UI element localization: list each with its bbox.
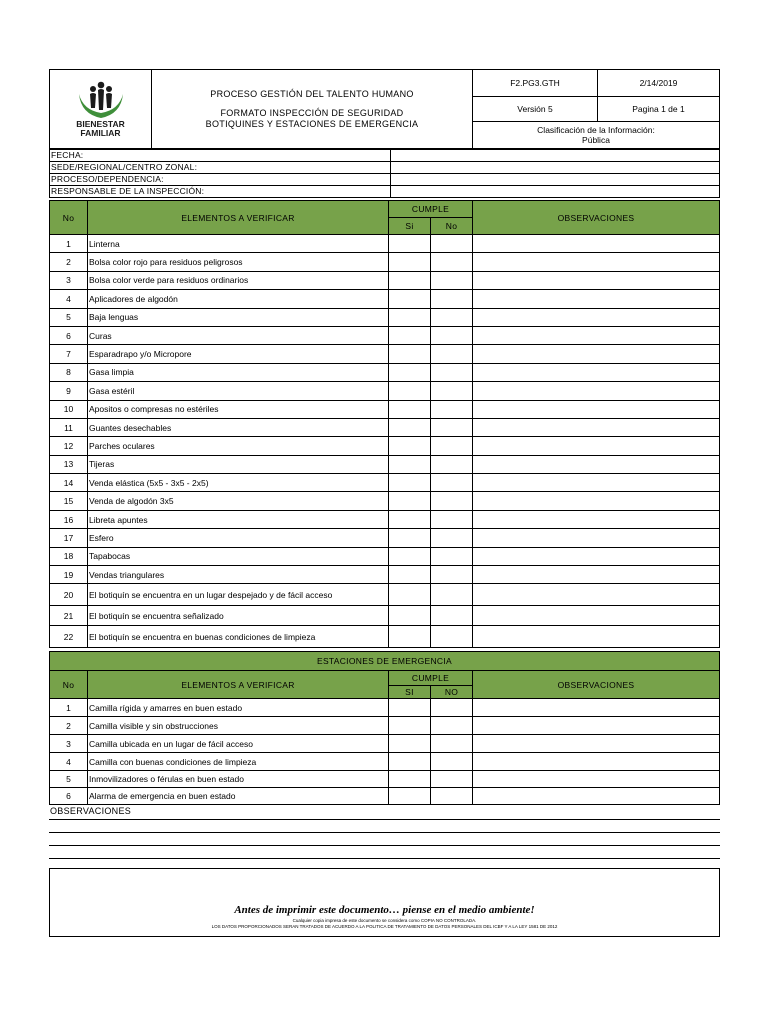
row-number: 22: [50, 626, 88, 648]
row-item: Baja lenguas: [88, 308, 389, 326]
row-number: 1: [50, 235, 88, 253]
row-observation[interactable]: [473, 253, 720, 271]
table-row: [50, 529, 720, 547]
row-check-no[interactable]: [431, 290, 473, 308]
row-observation[interactable]: [473, 363, 720, 381]
row-item: Aplicadores de algodón: [88, 290, 389, 308]
row-item: Camilla con buenas condiciones de limpieza: [88, 753, 389, 771]
row-number: 2: [50, 717, 88, 735]
row-number: 5: [50, 308, 88, 326]
row-number: 15: [50, 492, 88, 510]
row-check-si[interactable]: [389, 492, 431, 510]
field-label: RESPONSABLE DE LA INSPECCIÓN:: [50, 186, 391, 198]
botiquin-rows: [50, 235, 720, 648]
field-value[interactable]: [391, 186, 720, 198]
row-observation[interactable]: [473, 566, 720, 584]
row-item: Tapabocas: [88, 547, 389, 565]
row-number: 1: [50, 699, 88, 717]
table-row: [50, 326, 720, 344]
table-row: [50, 492, 720, 510]
row-check-si[interactable]: [389, 717, 431, 735]
row-item: Camilla rígida y amarres en buen estado: [88, 699, 389, 717]
row-item: El botiquín se encuentra en un lugar despejado y de fácil acceso: [88, 584, 389, 606]
row-number: 13: [50, 455, 88, 473]
row-number: 14: [50, 474, 88, 492]
row-item: Gasa limpia: [88, 363, 389, 381]
row-number: 10: [50, 400, 88, 418]
observations-label: OBSERVACIONES: [50, 806, 132, 816]
field-label: PROCESO/DEPENDENCIA:: [50, 174, 391, 186]
row-check-si[interactable]: [389, 547, 431, 565]
col-header-observaciones: OBSERVACIONES: [473, 671, 720, 699]
row-number: 6: [50, 788, 88, 805]
table-row: [50, 382, 720, 400]
row-observation[interactable]: [473, 418, 720, 436]
row-observation[interactable]: [473, 290, 720, 308]
row-check-no[interactable]: [431, 492, 473, 510]
observation-line[interactable]: [49, 845, 720, 846]
row-number: 6: [50, 326, 88, 344]
row-check-no[interactable]: [431, 308, 473, 326]
field-value[interactable]: [391, 174, 720, 186]
row-number: 2: [50, 253, 88, 271]
row-observation[interactable]: [473, 308, 720, 326]
row-check-si[interactable]: [389, 735, 431, 753]
row-check-no[interactable]: [431, 584, 473, 606]
row-check-no[interactable]: [431, 788, 473, 805]
row-item: Esfero: [88, 529, 389, 547]
general-info-fields: [49, 149, 720, 198]
row-check-no[interactable]: [431, 345, 473, 363]
bienestar-familiar-logo-icon: [71, 80, 131, 120]
row-check-si[interactable]: [389, 326, 431, 344]
classification-value: Pública: [582, 135, 610, 145]
document-header: [49, 69, 720, 149]
estaciones-rows: [50, 699, 720, 805]
field-value[interactable]: [391, 150, 720, 162]
logo-text-line1: BIENESTAR: [76, 119, 125, 129]
observation-line[interactable]: [49, 819, 720, 820]
row-check-si[interactable]: [389, 474, 431, 492]
col-header-no: No: [50, 201, 88, 235]
row-check-si[interactable]: [389, 382, 431, 400]
row-check-si[interactable]: [389, 510, 431, 528]
field-label: FECHA:: [50, 150, 391, 162]
table-row: [50, 235, 720, 253]
row-number: 18: [50, 547, 88, 565]
row-check-no[interactable]: [431, 529, 473, 547]
field-label: SEDE/REGIONAL/CENTRO ZONAL:: [50, 162, 391, 174]
observation-line[interactable]: [49, 832, 720, 833]
row-check-si[interactable]: [389, 437, 431, 455]
row-check-no[interactable]: [431, 510, 473, 528]
row-check-si[interactable]: [389, 290, 431, 308]
copy-note: Cualquier copia impresa de este documento se considera como COPIA NO CONTROLADA.: [292, 918, 477, 923]
col-header-cumple: CUMPLE: [389, 671, 473, 686]
format-title: FORMATO INSPECCIÓN DE SEGURIDAD BOTIQUINES Y ESTACIONES DE EMERGENCIA: [205, 107, 419, 129]
row-check-si[interactable]: [389, 308, 431, 326]
row-check-no[interactable]: [431, 753, 473, 771]
field-value[interactable]: [391, 162, 720, 174]
row-check-no[interactable]: [431, 400, 473, 418]
row-item: Venda de algodón 3x5: [88, 492, 389, 510]
row-check-si[interactable]: [389, 253, 431, 271]
row-observation[interactable]: [473, 788, 720, 805]
row-number: 17: [50, 529, 88, 547]
row-check-si[interactable]: [389, 418, 431, 436]
row-item: Bolsa color verde para residuos ordinarios: [88, 271, 389, 289]
row-check-si[interactable]: [389, 345, 431, 363]
data-policy-note: LOS DATOS PROPORCIONADOS SERAN TRATADOS DE ACUERDO A LA POLITICA DE TRATAMIENTO DE DATOS PERSONALES DEL ICBF Y A LA LEY 1581 DE 2012: [211, 924, 558, 929]
row-number: 8: [50, 363, 88, 381]
row-observation[interactable]: [473, 271, 720, 289]
row-item: Esparadrapo y/o Micropore: [88, 345, 389, 363]
table-row: [50, 566, 720, 584]
row-observation[interactable]: [473, 699, 720, 717]
row-number: 20: [50, 584, 88, 606]
col-header-si: Si: [389, 218, 431, 235]
row-item: Alarma de emergencia en buen estado: [88, 788, 389, 805]
col-header-no-cumple: NO: [431, 686, 473, 699]
row-check-no[interactable]: [431, 326, 473, 344]
row-check-si[interactable]: [389, 566, 431, 584]
row-number: 11: [50, 418, 88, 436]
table-row: [50, 308, 720, 326]
row-item: Tijeras: [88, 455, 389, 473]
row-item: El botiquín se encuentra en buenas condiciones de limpieza: [88, 626, 389, 648]
row-check-no[interactable]: [431, 363, 473, 381]
botiquin-checklist: [49, 200, 720, 648]
row-observation[interactable]: [473, 529, 720, 547]
row-item: Apositos o compresas no estériles: [88, 400, 389, 418]
table-row: [50, 271, 720, 289]
row-item: Curas: [88, 326, 389, 344]
col-header-no: No: [50, 671, 88, 699]
row-check-no[interactable]: [431, 606, 473, 626]
row-check-no[interactable]: [431, 771, 473, 788]
col-header-no-cumple: No: [431, 218, 473, 235]
row-check-no[interactable]: [431, 547, 473, 565]
table-row: [50, 290, 720, 308]
row-observation[interactable]: [473, 584, 720, 606]
table-row: [50, 547, 720, 565]
row-item: Libreta apuntes: [88, 510, 389, 528]
table-row: [50, 626, 720, 648]
classification-label: Clasificación de la Información:: [537, 125, 655, 135]
row-number: 3: [50, 735, 88, 753]
format-date: 2/14/2019: [598, 70, 720, 97]
row-item: El botiquín se encuentra señalizado: [88, 606, 389, 626]
row-observation[interactable]: [473, 510, 720, 528]
row-number: 7: [50, 345, 88, 363]
estaciones-checklist: [49, 651, 720, 805]
logo-cell: [50, 70, 152, 149]
title-cell: [152, 70, 473, 149]
row-observation[interactable]: [473, 606, 720, 626]
row-check-si[interactable]: [389, 606, 431, 626]
row-item: Gasa estéril: [88, 382, 389, 400]
row-item: Inmovilizadores o férulas en buen estado: [88, 771, 389, 788]
row-check-si[interactable]: [389, 455, 431, 473]
row-check-no[interactable]: [431, 253, 473, 271]
row-number: 19: [50, 566, 88, 584]
table-row: [50, 788, 720, 805]
logo-text-line2: FAMILIAR: [80, 128, 121, 138]
section-title-estaciones: ESTACIONES DE EMERGENCIA: [50, 652, 720, 671]
format-code: F2.PG3.GTH: [473, 70, 598, 97]
row-check-si[interactable]: [389, 400, 431, 418]
row-observation[interactable]: [473, 492, 720, 510]
row-observation[interactable]: [473, 717, 720, 735]
row-item: Camilla ubicada en un lugar de fácil acceso: [88, 735, 389, 753]
row-item: Bolsa color rojo para residuos peligrosos: [88, 253, 389, 271]
row-observation[interactable]: [473, 235, 720, 253]
table-row: [50, 253, 720, 271]
row-observation[interactable]: [473, 326, 720, 344]
row-item: Parches oculares: [88, 437, 389, 455]
row-check-no[interactable]: [431, 235, 473, 253]
row-check-si[interactable]: [389, 771, 431, 788]
row-check-no[interactable]: [431, 735, 473, 753]
row-number: 21: [50, 606, 88, 626]
table-row: [50, 717, 720, 735]
row-observation[interactable]: [473, 455, 720, 473]
col-header-items: ELEMENTOS A VERIFICAR: [88, 201, 389, 235]
table-row: [50, 510, 720, 528]
row-check-si[interactable]: [389, 529, 431, 547]
table-row: [50, 418, 720, 436]
row-number: 9: [50, 382, 88, 400]
row-item: Linterna: [88, 235, 389, 253]
row-item: Camilla visible y sin obstrucciones: [88, 717, 389, 735]
row-number: 4: [50, 753, 88, 771]
row-item: Venda elástica (5x5 - 3x5 - 2x5): [88, 474, 389, 492]
document-footer: [49, 868, 720, 937]
row-check-no[interactable]: [431, 418, 473, 436]
row-observation[interactable]: [473, 547, 720, 565]
version: Versión 5: [473, 97, 598, 122]
table-row: [50, 735, 720, 753]
process-title: PROCESO GESTIÓN DEL TALENTO HUMANO: [210, 88, 414, 99]
row-check-no[interactable]: [431, 626, 473, 648]
table-row: [50, 345, 720, 363]
environment-note: Antes de imprimir este documento… piense en el medio ambiente!: [234, 904, 535, 916]
table-row: [50, 753, 720, 771]
row-number: 12: [50, 437, 88, 455]
row-check-no[interactable]: [431, 271, 473, 289]
table-row: [50, 363, 720, 381]
row-check-no[interactable]: [431, 566, 473, 584]
row-check-no[interactable]: [431, 455, 473, 473]
row-observation[interactable]: [473, 753, 720, 771]
table-row: [50, 455, 720, 473]
row-check-no[interactable]: [431, 717, 473, 735]
row-check-no[interactable]: [431, 382, 473, 400]
row-number: 5: [50, 771, 88, 788]
row-check-si[interactable]: [389, 699, 431, 717]
row-observation[interactable]: [473, 771, 720, 788]
row-observation[interactable]: [473, 345, 720, 363]
row-observation[interactable]: [473, 400, 720, 418]
page-number: Pagina 1 de 1: [598, 97, 720, 122]
observation-line[interactable]: [49, 858, 720, 859]
row-check-si[interactable]: [389, 235, 431, 253]
row-observation[interactable]: [473, 382, 720, 400]
table-row: [50, 437, 720, 455]
row-number: 3: [50, 271, 88, 289]
row-observation[interactable]: [473, 474, 720, 492]
col-header-items: ELEMENTOS A VERIFICAR: [88, 671, 389, 699]
table-row: [50, 584, 720, 606]
row-item: Vendas triangulares: [88, 566, 389, 584]
table-row: [50, 400, 720, 418]
row-number: 4: [50, 290, 88, 308]
row-check-si[interactable]: [389, 788, 431, 805]
row-check-si[interactable]: [389, 753, 431, 771]
table-row: [50, 771, 720, 788]
row-check-no[interactable]: [431, 437, 473, 455]
col-header-observaciones: OBSERVACIONES: [473, 201, 720, 235]
col-header-cumple: CUMPLE: [389, 201, 473, 218]
row-number: 16: [50, 510, 88, 528]
row-check-no[interactable]: [431, 699, 473, 717]
row-check-si[interactable]: [389, 584, 431, 606]
row-check-no[interactable]: [431, 474, 473, 492]
row-item: Guantes desechables: [88, 418, 389, 436]
classification-cell: [473, 122, 720, 149]
row-observation[interactable]: [473, 437, 720, 455]
row-observation[interactable]: [473, 626, 720, 648]
table-row: [50, 474, 720, 492]
row-check-si[interactable]: [389, 271, 431, 289]
row-observation[interactable]: [473, 735, 720, 753]
row-check-si[interactable]: [389, 363, 431, 381]
row-check-si[interactable]: [389, 626, 431, 648]
table-row: [50, 699, 720, 717]
table-row: [50, 606, 720, 626]
col-header-si: SI: [389, 686, 431, 699]
